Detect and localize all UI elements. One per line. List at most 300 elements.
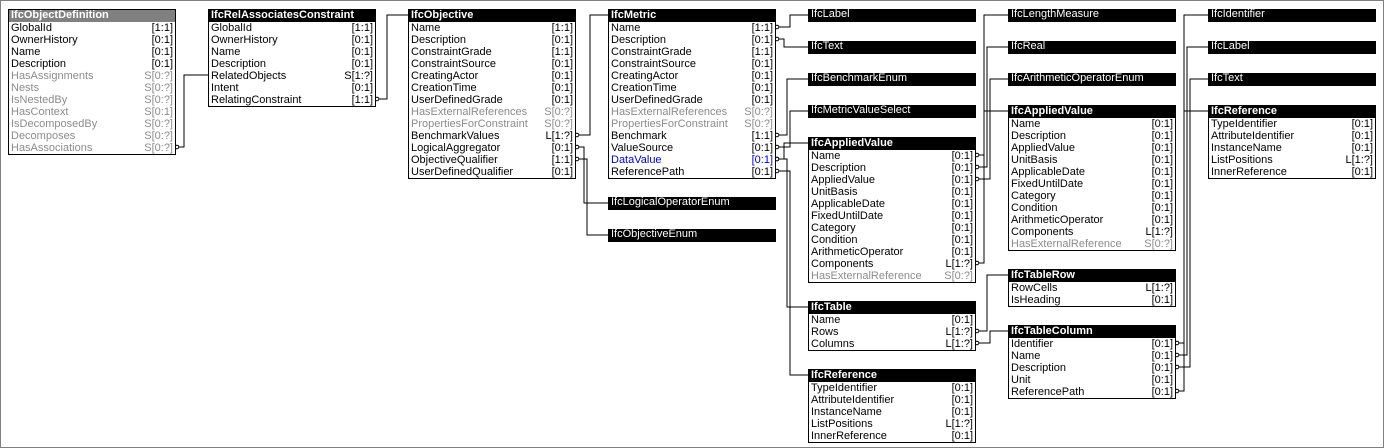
attribute-row[interactable]: [9, 142, 175, 154]
entity-tablecol[interactable]: [1008, 325, 1176, 399]
entity-title[interactable]: IfcBenchmarkEnum: [809, 73, 975, 85]
attribute-name: IsNestedBy: [11, 94, 68, 106]
attribute-cardinality: [1:1]: [551, 154, 573, 166]
attribute-cardinality: L[1:?]: [945, 338, 973, 350]
attribute-row[interactable]: [409, 82, 575, 94]
entity-title[interactable]: IfcText: [809, 41, 975, 53]
entity-logop[interactable]: [608, 197, 776, 210]
attribute-name: Unit: [1011, 374, 1031, 386]
attribute-row[interactable]: [609, 70, 775, 82]
attribute-name: RelatingConstraint: [211, 94, 302, 106]
attribute-name: ConstraintSource: [411, 58, 496, 70]
attribute-row[interactable]: [809, 406, 975, 418]
attribute-name: GlobalId: [11, 22, 52, 34]
attribute-name: Name: [11, 46, 41, 58]
attribute-cardinality: S[0:?]: [544, 118, 573, 130]
attribute-cardinality: [0:1]: [551, 58, 573, 70]
attribute-row[interactable]: [809, 338, 975, 350]
attribute-cardinality: [0:1]: [551, 34, 573, 46]
attribute-row[interactable]: [1009, 226, 1175, 238]
attribute-cardinality: [0:1]: [751, 58, 773, 70]
attribute-row[interactable]: [809, 326, 975, 338]
attribute-row[interactable]: [1209, 118, 1375, 130]
attribute-row[interactable]: [9, 94, 175, 106]
attribute-name: UserDefinedGrade: [611, 94, 703, 106]
attribute-name: RelatedObjects: [211, 70, 287, 82]
attribute-row[interactable]: [609, 118, 775, 130]
attribute-cardinality: L[1:?]: [945, 418, 973, 430]
attribute-cardinality: L[1:?]: [1145, 282, 1173, 294]
attribute-name: Components: [1011, 226, 1074, 238]
attribute-cardinality: [0:1]: [951, 382, 973, 394]
attribute-name: Name: [211, 46, 241, 58]
attribute-cardinality: [0:1]: [551, 142, 573, 154]
attribute-cardinality: [0:1]: [951, 162, 973, 174]
attribute-cardinality: [0:1]: [751, 154, 773, 166]
attribute-name: RowCells: [1011, 282, 1058, 294]
attribute-row[interactable]: [9, 106, 175, 118]
attribute-row[interactable]: [1209, 130, 1375, 142]
attribute-row[interactable]: [409, 154, 575, 166]
entity-title[interactable]: IfcObjectDefinition: [9, 10, 175, 22]
attribute-cardinality: [0:1]: [351, 82, 373, 94]
attribute-name: AppliedValue: [811, 174, 876, 186]
entity-ref2[interactable]: [1208, 105, 1376, 179]
attribute-name: ArithmeticOperator: [811, 246, 904, 258]
attribute-row[interactable]: [409, 94, 575, 106]
entity-title[interactable]: IfcLogicalOperatorEnum: [609, 197, 775, 209]
attribute-cardinality: [0:1]: [1351, 130, 1373, 142]
attribute-row[interactable]: [409, 58, 575, 70]
attribute-name: Name: [811, 150, 841, 162]
attribute-row[interactable]: [1209, 166, 1375, 178]
attribute-row[interactable]: [1009, 190, 1175, 202]
attribute-row[interactable]: [609, 58, 775, 70]
attribute-cardinality: [0:1]: [1151, 214, 1173, 226]
attribute-cardinality: [0:1]: [1151, 190, 1173, 202]
attribute-cardinality: [0:1]: [351, 34, 373, 46]
attribute-cardinality: [0:1]: [551, 94, 573, 106]
attribute-name: ListPositions: [811, 418, 873, 430]
attribute-name: Description: [11, 58, 67, 70]
attribute-cardinality: [0:1]: [751, 142, 773, 154]
entity-appval1[interactable]: [808, 137, 976, 283]
attribute-row[interactable]: [809, 210, 975, 222]
entity-title[interactable]: IfcRelAssociatesConstraint: [209, 10, 375, 22]
attribute-row[interactable]: [809, 418, 975, 430]
attribute-row[interactable]: [1009, 294, 1175, 306]
entity-title[interactable]: IfcReal: [1009, 41, 1175, 53]
attribute-name: ConstraintSource: [611, 58, 696, 70]
attribute-cardinality: [0:1]: [1151, 338, 1173, 350]
entity-title[interactable]: IfcObjectiveEnum: [609, 229, 775, 241]
attribute-cardinality: [0:1]: [1151, 154, 1173, 166]
attribute-name: ObjectiveQualifier: [411, 154, 498, 166]
attribute-cardinality: [0:1]: [351, 46, 373, 58]
attribute-row[interactable]: [409, 118, 575, 130]
attribute-cardinality: [0:1]: [751, 82, 773, 94]
attribute-name: HasExternalReferences: [411, 106, 528, 118]
entity-appval2[interactable]: [1008, 105, 1176, 251]
entity-arithenum[interactable]: [1008, 73, 1176, 86]
attribute-cardinality: [1:1]: [351, 94, 373, 106]
entity-title[interactable]: IfcAppliedValue: [1009, 106, 1175, 118]
attribute-row[interactable]: [1009, 178, 1175, 190]
entity-title[interactable]: IfcObjective: [409, 10, 575, 22]
attribute-cardinality: [0:1]: [1151, 166, 1173, 178]
entity-title[interactable]: IfcMetric: [609, 10, 775, 22]
attribute-cardinality: [0:1]: [951, 174, 973, 186]
attribute-row[interactable]: [809, 258, 975, 270]
attribute-name: ConstraintGrade: [411, 46, 492, 58]
entity-lenmeas[interactable]: [1008, 9, 1176, 22]
attribute-name: TypeIdentifier: [811, 382, 878, 394]
attribute-row[interactable]: [809, 162, 975, 174]
attribute-name: InnerReference: [811, 430, 887, 442]
attribute-name: Nests: [11, 82, 40, 94]
attribute-name: TypeIdentifier: [1211, 118, 1278, 130]
attribute-cardinality: [0:1]: [951, 186, 973, 198]
attribute-row[interactable]: [809, 246, 975, 258]
entity-title[interactable]: IfcLabel: [809, 9, 975, 21]
attribute-row[interactable]: [1009, 166, 1175, 178]
attribute-row[interactable]: [609, 22, 775, 34]
entity-real[interactable]: [1008, 41, 1176, 54]
attribute-cardinality: [1:1]: [551, 46, 573, 58]
attribute-row[interactable]: [609, 94, 775, 106]
attribute-name: HasContext: [11, 106, 69, 118]
attribute-row[interactable]: [1009, 238, 1175, 250]
attribute-row[interactable]: [809, 270, 975, 282]
attribute-cardinality: [0:1]: [951, 246, 973, 258]
attribute-cardinality: [1:1]: [351, 22, 373, 34]
attribute-name: Intent: [211, 82, 239, 94]
attribute-name: OwnerHistory: [211, 34, 278, 46]
attribute-name: Name: [411, 22, 441, 34]
attribute-name: ReferencePath: [1011, 386, 1085, 398]
entity-label2[interactable]: [1208, 41, 1376, 54]
attribute-row[interactable]: [209, 94, 375, 106]
attribute-row[interactable]: [1209, 154, 1375, 166]
attribute-row[interactable]: [1009, 282, 1175, 294]
entity-title[interactable]: IfcAppliedValue: [809, 138, 975, 150]
entity-title[interactable]: IfcMetricValueSelect: [809, 105, 975, 117]
attribute-cardinality: S[0:?]: [144, 82, 173, 94]
entity-title[interactable]: IfcIdentifier: [1209, 9, 1375, 21]
attribute-name: Name: [1011, 118, 1041, 130]
attribute-cardinality: [0:1]: [551, 166, 573, 178]
attribute-cardinality: L[1:?]: [1145, 226, 1173, 238]
attribute-row[interactable]: [809, 430, 975, 442]
attribute-name: ReferencePath: [611, 166, 685, 178]
attribute-name: CreationTime: [411, 82, 477, 94]
attribute-name: ApplicableDate: [1011, 166, 1085, 178]
attribute-name: InstanceName: [811, 406, 882, 418]
attribute-cardinality: [0:1]: [951, 198, 973, 210]
attribute-name: InstanceName: [1211, 142, 1282, 154]
attribute-row[interactable]: [609, 82, 775, 94]
attribute-cardinality: [0:1]: [951, 394, 973, 406]
attribute-name: IsDecomposedBy: [11, 118, 98, 130]
attribute-cardinality: [0:1]: [951, 150, 973, 162]
attribute-name: Condition: [1011, 202, 1058, 214]
attribute-name: UserDefinedGrade: [411, 94, 503, 106]
attribute-cardinality: [0:1]: [351, 58, 373, 70]
entity-title[interactable]: IfcReference: [1209, 106, 1375, 118]
attribute-row[interactable]: [209, 82, 375, 94]
attribute-row[interactable]: [609, 166, 775, 178]
attribute-row[interactable]: [1009, 386, 1175, 398]
attribute-cardinality: [0:1]: [551, 70, 573, 82]
attribute-row[interactable]: [1009, 202, 1175, 214]
attribute-cardinality: [0:1]: [1151, 374, 1173, 386]
attribute-name: ValueSource: [611, 142, 674, 154]
attribute-cardinality: S[0:?]: [144, 118, 173, 130]
attribute-name: Identifier: [1011, 338, 1054, 350]
attribute-name: HasExternalReference: [1011, 238, 1122, 250]
attribute-cardinality: [0:1]: [751, 166, 773, 178]
attribute-name: Description: [211, 58, 267, 70]
attribute-row[interactable]: [1009, 362, 1175, 374]
attribute-name: Description: [611, 34, 667, 46]
attribute-row[interactable]: [409, 142, 575, 154]
attribute-row[interactable]: [809, 186, 975, 198]
entity-title[interactable]: IfcReference: [809, 370, 975, 382]
attribute-cardinality: S[0:?]: [744, 106, 773, 118]
attribute-name: GlobalId: [211, 22, 252, 34]
entity-table[interactable]: [808, 301, 976, 351]
attribute-name: UnitBasis: [1011, 154, 1058, 166]
attribute-row[interactable]: [9, 34, 175, 46]
attribute-row[interactable]: [1009, 350, 1175, 362]
attribute-row[interactable]: [1009, 374, 1175, 386]
attribute-name: FixedUntilDate: [811, 210, 884, 222]
attribute-name: AttributeIdentifier: [811, 394, 895, 406]
attribute-row[interactable]: [209, 22, 375, 34]
attribute-row[interactable]: [609, 34, 775, 46]
attribute-row[interactable]: [209, 46, 375, 58]
attribute-row[interactable]: [409, 22, 575, 34]
attribute-cardinality: S[0:?]: [544, 106, 573, 118]
attribute-cardinality: [0:1]: [1151, 178, 1173, 190]
attribute-name: Rows: [811, 326, 839, 338]
attribute-cardinality: [0:1]: [151, 46, 173, 58]
attribute-name: Benchmark: [611, 130, 667, 142]
entity-tablerow[interactable]: [1008, 269, 1176, 307]
attribute-row[interactable]: [1009, 130, 1175, 142]
attribute-name: CreationTime: [611, 82, 677, 94]
attribute-name: DataValue: [611, 154, 662, 166]
entity-title[interactable]: IfcLabel: [1209, 41, 1375, 53]
attribute-cardinality: [0:1]: [1151, 350, 1173, 362]
attribute-row[interactable]: [409, 106, 575, 118]
attribute-cardinality: [1:1]: [751, 22, 773, 34]
attribute-cardinality: L[1:?]: [1345, 154, 1373, 166]
attribute-name: LogicalAggregator: [411, 142, 501, 154]
attribute-cardinality: L[1:?]: [545, 130, 573, 142]
attribute-name: Category: [1011, 190, 1056, 202]
attribute-row[interactable]: [809, 314, 975, 326]
attribute-name: PropertiesForConstraint: [611, 118, 728, 130]
attribute-name: ListPositions: [1211, 154, 1273, 166]
attribute-cardinality: [0:1]: [951, 210, 973, 222]
attribute-cardinality: [0:1]: [551, 82, 573, 94]
entity-objdef[interactable]: [8, 9, 176, 155]
attribute-row[interactable]: [9, 22, 175, 34]
attribute-name: UserDefinedQualifier: [411, 166, 514, 178]
attribute-row[interactable]: [1009, 338, 1175, 350]
attribute-cardinality: S[0:?]: [144, 142, 173, 154]
attribute-row[interactable]: [9, 46, 175, 58]
attribute-cardinality: [0:1]: [751, 34, 773, 46]
attribute-cardinality: [0:1]: [1151, 362, 1173, 374]
attribute-name: Columns: [811, 338, 855, 350]
attribute-name: HasAssociations: [11, 142, 93, 154]
attribute-row[interactable]: [9, 58, 175, 70]
entity-ident[interactable]: [1208, 9, 1376, 22]
attribute-name: IsHeading: [1011, 294, 1061, 306]
attribute-cardinality: S[0:?]: [144, 130, 173, 142]
attribute-cardinality: [0:1]: [751, 70, 773, 82]
attribute-name: PropertiesForConstraint: [411, 118, 528, 130]
attribute-name: AttributeIdentifier: [1211, 130, 1295, 142]
attribute-row[interactable]: [1009, 118, 1175, 130]
attribute-row[interactable]: [409, 130, 575, 142]
entity-mvselect[interactable]: [808, 105, 976, 118]
attribute-cardinality: [1:1]: [751, 46, 773, 58]
entity-title[interactable]: IfcLengthMeasure: [1009, 9, 1175, 21]
entity-objective[interactable]: [408, 9, 576, 179]
attribute-name: InnerReference: [1211, 166, 1287, 178]
attribute-row[interactable]: [9, 130, 175, 142]
attribute-name: Description: [1011, 362, 1067, 374]
attribute-row[interactable]: [409, 166, 575, 178]
attribute-cardinality: S[0:1]: [144, 106, 173, 118]
attribute-name: UnitBasis: [811, 186, 858, 198]
attribute-row[interactable]: [809, 222, 975, 234]
attribute-cardinality: S[0:?]: [144, 70, 173, 82]
attribute-cardinality: S[0:?]: [944, 270, 973, 282]
attribute-row[interactable]: [409, 46, 575, 58]
attribute-name: FixedUntilDate: [1011, 178, 1084, 190]
attribute-cardinality: [0:1]: [751, 94, 773, 106]
attribute-cardinality: [0:1]: [1151, 294, 1173, 306]
attribute-cardinality: [0:1]: [1151, 142, 1173, 154]
entity-relassoc[interactable]: [208, 9, 376, 107]
attribute-row[interactable]: [609, 154, 775, 166]
attribute-cardinality: [0:1]: [1351, 142, 1373, 154]
attribute-row[interactable]: [9, 118, 175, 130]
attribute-row[interactable]: [9, 82, 175, 94]
attribute-name: Decomposes: [11, 130, 76, 142]
attribute-name: Name: [811, 314, 841, 326]
entity-ref1[interactable]: [808, 369, 976, 443]
entity-objenum[interactable]: [608, 229, 776, 242]
attribute-row[interactable]: [1009, 154, 1175, 166]
attribute-row[interactable]: [609, 106, 775, 118]
entity-metric[interactable]: [608, 9, 776, 179]
attribute-cardinality: L[1:?]: [945, 258, 973, 270]
attribute-cardinality: [0:1]: [951, 314, 973, 326]
attribute-cardinality: [0:1]: [1351, 118, 1373, 130]
attribute-name: AppliedValue: [1011, 142, 1076, 154]
attribute-row[interactable]: [609, 142, 775, 154]
attribute-name: Category: [811, 222, 856, 234]
attribute-name: Components: [811, 258, 874, 270]
entity-text2[interactable]: [1208, 73, 1376, 86]
attribute-name: BenchmarkValues: [411, 130, 500, 142]
entity-title[interactable]: IfcArithmeticOperatorEnum: [1009, 73, 1175, 85]
attribute-name: CreatingActor: [611, 70, 679, 82]
attribute-cardinality: S[0:?]: [744, 118, 773, 130]
attribute-name: Name: [611, 22, 641, 34]
attribute-row[interactable]: [9, 70, 175, 82]
attribute-name: Name: [1011, 350, 1041, 362]
attribute-row[interactable]: [609, 46, 775, 58]
attribute-cardinality: [0:1]: [951, 430, 973, 442]
attribute-row[interactable]: [809, 234, 975, 246]
attribute-row[interactable]: [809, 198, 975, 210]
attribute-name: HasExternalReference: [811, 270, 922, 282]
attribute-cardinality: S[0:?]: [144, 94, 173, 106]
attribute-cardinality: [0:1]: [151, 58, 173, 70]
attribute-row[interactable]: [209, 70, 375, 82]
attribute-cardinality: S[1:?]: [344, 70, 373, 82]
attribute-name: ApplicableDate: [811, 198, 885, 210]
attribute-cardinality: [0:1]: [951, 222, 973, 234]
attribute-cardinality: [0:1]: [951, 406, 973, 418]
attribute-cardinality: [0:1]: [1151, 118, 1173, 130]
attribute-cardinality: L[1:?]: [945, 326, 973, 338]
attribute-row[interactable]: [809, 382, 975, 394]
entity-title[interactable]: IfcTableColumn: [1009, 326, 1175, 338]
attribute-cardinality: [0:1]: [1151, 202, 1173, 214]
attribute-cardinality: [0:1]: [1151, 386, 1173, 398]
attribute-row[interactable]: [1009, 142, 1175, 154]
entity-title[interactable]: IfcText: [1209, 73, 1375, 85]
attribute-row[interactable]: [809, 150, 975, 162]
attribute-cardinality: [0:1]: [951, 234, 973, 246]
attribute-cardinality: [0:1]: [1351, 166, 1373, 178]
entity-label1[interactable]: [808, 9, 976, 22]
attribute-name: Description: [811, 162, 867, 174]
attribute-cardinality: [1:1]: [551, 22, 573, 34]
attribute-cardinality: S[0:?]: [1144, 238, 1173, 250]
attribute-row[interactable]: [209, 58, 375, 70]
attribute-row[interactable]: [409, 34, 575, 46]
attribute-name: Condition: [811, 234, 858, 246]
entity-benchenum[interactable]: [808, 73, 976, 86]
attribute-row[interactable]: [1009, 214, 1175, 226]
attribute-name: HasExternalReferences: [611, 106, 728, 118]
attribute-row[interactable]: [809, 394, 975, 406]
attribute-row[interactable]: [409, 70, 575, 82]
attribute-cardinality: [0:1]: [151, 34, 173, 46]
attribute-row[interactable]: [209, 34, 375, 46]
attribute-name: ConstraintGrade: [611, 46, 692, 58]
attribute-name: OwnerHistory: [11, 34, 78, 46]
attribute-name: HasAssignments: [11, 70, 94, 82]
entity-title[interactable]: IfcTableRow: [1009, 270, 1175, 282]
attribute-cardinality: [1:1]: [151, 22, 173, 34]
entity-title[interactable]: IfcTable: [809, 302, 975, 314]
attribute-row[interactable]: [609, 130, 775, 142]
attribute-row[interactable]: [809, 174, 975, 186]
entity-text1[interactable]: [808, 41, 976, 54]
attribute-cardinality: [1:1]: [751, 130, 773, 142]
attribute-name: Description: [1011, 130, 1067, 142]
attribute-row[interactable]: [1209, 142, 1375, 154]
